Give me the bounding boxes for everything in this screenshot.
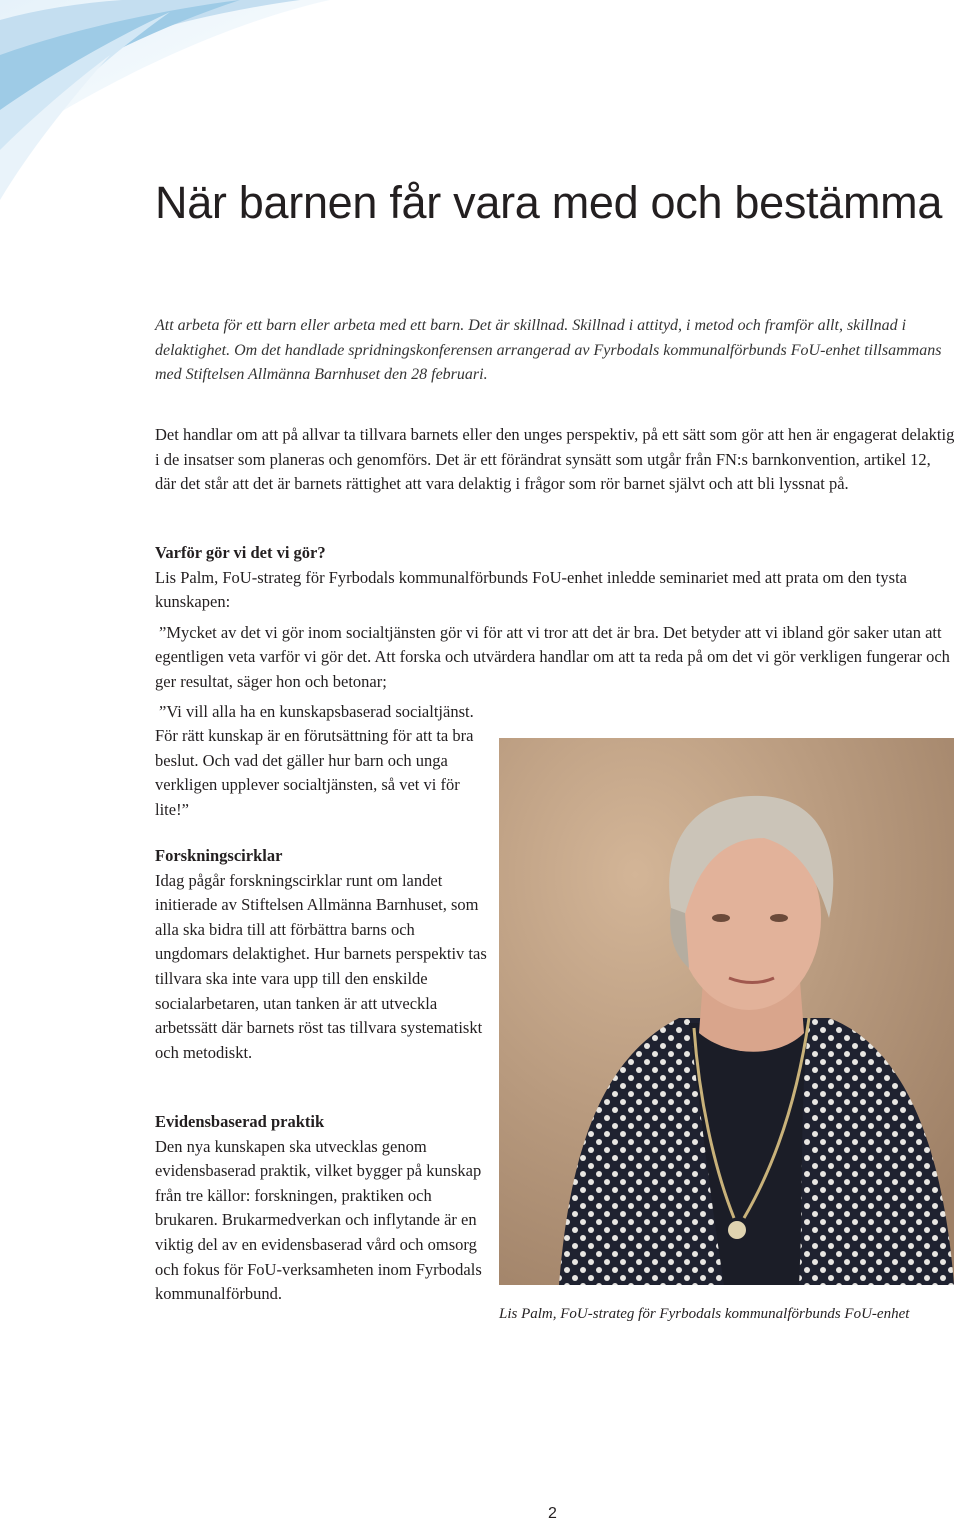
section-heading-why: Varför gör vi det vi gör? bbox=[155, 543, 326, 562]
portrait-photo bbox=[499, 738, 954, 1285]
portrait-illustration bbox=[499, 738, 954, 1285]
section-research-circles-paragraph: Idag pågår forskningscirklar runt om landet initierade av Stiftelsen Allmänna Barnhuset, som alla ska bidra till att förbättra barns och ungdomars delaktighet. Hur barnets perspektiv tas tillvara ska inte vara upp till den enskilde socialarbetaren, utan tanken är att utveckla arbetssätt där barnets röst tas tillvara systematiskt och metodiskt. bbox=[155, 870, 487, 1062]
photo-caption: Lis Palm, FoU-strateg för Fyrbodals kommunalförbunds FoU-enhet bbox=[499, 1306, 910, 1322]
quote-paragraph-1: ”Mycket av det vi gör inom socialtjänsten gör vi för att vi tror att det är bra. Det betyder att vi ibland gör saker utan att egentligen veta varför vi gör det. Att forska och utvärdera handlar om att ta reda på om det vi gör verkligen fungerar och ger resultat, säger hon och betonar; bbox=[155, 622, 950, 691]
section-research-circles bbox=[155, 844, 491, 1065]
intro-paragraph: Det handlar om att på allvar ta tillvara barnets eller den unges perspektiv, på ett sätt som gör att hen är engagerat delaktig i de insatser som planeras och genomförs. Det är ett förändrat synsätt som utgår från FN:s barnkonvention, artikel 12, där det står att det är barnets rättighet att vara delaktig i frågor som rör barnet självt och att bli lyssnat på. bbox=[155, 425, 955, 494]
ingress-paragraph: Att arbeta för ett barn eller arbeta med ett barn. Det är skillnad. Skillnad i attityd, i metod och framför allt, skillnad i delaktighet. Om det handlade spridningskonferensen arrangerad av Fyrbodals kommunalförbunds FoU-enhet tillsammans med Stiftelsen Allmänna Barnhuset den 28 februari. bbox=[155, 317, 942, 383]
section-heading-evidence-based: Evidensbaserad praktik bbox=[155, 1112, 325, 1131]
quote-paragraph-2: ”Vi vill alla ha en kunskapsbaserad socialtjänst. För rätt kunskap är en förutsättning för att ta bra beslut. Och vad det gäller hur barn och unga verkligen upplever socialtjänsten, så vet vi för lite!” bbox=[155, 701, 474, 819]
section-evidence-based-paragraph: Den nya kunskapen ska utvecklas genom evidensbaserad praktik, vilket bygger på kunskap från tre källor: forskningen, praktiken och brukaren. Brukarmedverkan och inflytande är en viktig del av en evidensbaserad vård och omsorg och fokus för FoU-verksamheten inom Fyrbodals kommunalförbund. bbox=[155, 1136, 482, 1304]
page-title: När barnen får vara med och bestämma bbox=[155, 177, 943, 228]
section-why-paragraph: Lis Palm, FoU-strateg för Fyrbodals kommunalförbunds FoU-enhet inledde seminariet med att prata om den tysta kunskapen: bbox=[155, 567, 907, 612]
corner-wave-decoration bbox=[0, 0, 330, 200]
section-heading-research-circles: Forskningscirklar bbox=[155, 846, 283, 865]
page-number: 2 bbox=[548, 1505, 557, 1522]
section-evidence-based bbox=[155, 1110, 491, 1307]
